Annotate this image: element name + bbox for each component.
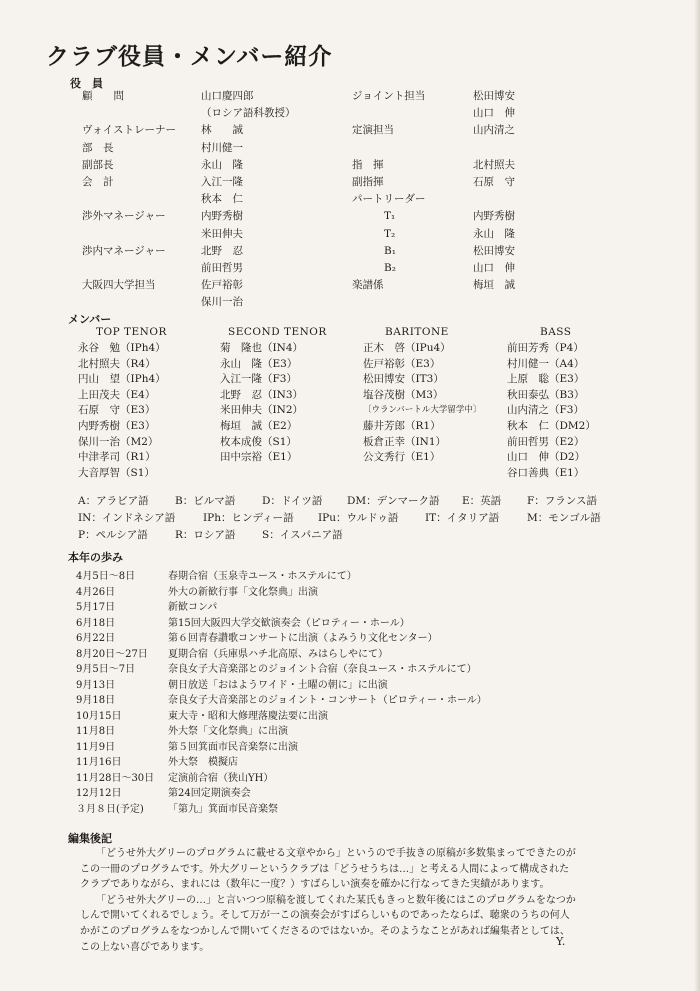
history-event: 定演前合宿（狭山YH） xyxy=(168,772,274,784)
officer-name: 前田哲男 xyxy=(201,262,243,274)
member-name: 石原 守（E3） xyxy=(78,404,156,417)
language-abbrev: R：ロシア語 xyxy=(175,529,236,541)
member-name: 大音厚智（S1） xyxy=(78,466,155,479)
language-abbrev: IPu：ウルドゥ語 xyxy=(318,512,399,524)
member-name: 板倉正幸（IN1） xyxy=(363,435,447,448)
member-name: 保川一治（M2） xyxy=(78,435,159,448)
language-abbrev: IPh：ヒンディー語 xyxy=(203,512,294,524)
history-date: 11月28日～30日 xyxy=(76,772,155,784)
member-name: 藤井芳郎（R1） xyxy=(363,420,441,432)
member-name: 北野 忍（IN3） xyxy=(220,388,304,401)
member-name: 菊 隆也（IN4） xyxy=(220,342,304,354)
history-date: 11月8日 xyxy=(76,726,116,737)
member-name: 上原 聡（E3） xyxy=(507,373,585,386)
member-name: 永山 隆（E3） xyxy=(220,357,298,370)
member-name: 梅垣 誠（E2） xyxy=(220,420,298,432)
language-abbrev: F：フランス語 xyxy=(527,495,597,507)
officer-name: 永山 隆 xyxy=(473,227,515,240)
member-name: 松田博安（IT3） xyxy=(363,373,444,386)
member-name: 入江一隆（F3） xyxy=(220,373,297,386)
history-date: 5月17日 xyxy=(76,602,116,613)
afterword-line: この一冊のプログラムです。外大グリーというクラブは「どうせうちは…」と考える人間によって構成された xyxy=(80,863,570,875)
member-name: 円山 望（IPh4） xyxy=(78,373,166,386)
page-title: クラブ役員・メンバー紹介 xyxy=(46,44,333,70)
history-date: 9月13日 xyxy=(76,679,116,691)
history-heading: 本年の歩み xyxy=(68,551,123,564)
page-edge-shadow xyxy=(694,0,700,991)
history-event: 奈良女子大音楽部とのジョイント・コンサート（ピロティー・ホール） xyxy=(168,695,487,706)
history-date: 6月22日 xyxy=(76,633,116,644)
history-event: 東大寺・昭和大修理落慶法要に出演 xyxy=(168,710,328,722)
history-event: 外大祭 模擬店 xyxy=(168,757,238,768)
officer-role: ヴォイストレーナー xyxy=(82,124,176,137)
language-abbrev: D：ドイツ語 xyxy=(262,495,323,507)
language-abbrev: IN：インドネシア語 xyxy=(78,512,176,524)
officer-name: 村川健一 xyxy=(201,141,243,154)
officer-role: 部 長 xyxy=(82,141,114,154)
member-column-header: BARITONE xyxy=(385,326,449,338)
history-event: 第５回箕面市民音楽祭に出演 xyxy=(168,741,298,753)
history-date: 4月26日 xyxy=(76,586,116,598)
members-heading: メンバー xyxy=(68,313,112,326)
language-abbrev: S：イスパニア語 xyxy=(262,529,343,541)
member-name: 上田茂夫（E4） xyxy=(78,388,156,401)
member-column-header: SECOND TENOR xyxy=(228,326,327,338)
officer-role: 会 計 xyxy=(82,176,114,188)
officer-name: 佐戸裕彰 xyxy=(201,279,243,292)
history-event: 奈良女子大音楽部とのジョイント合宿（奈良ユース・ホステルにて） xyxy=(168,664,477,675)
officer-name: 石原 守 xyxy=(473,176,515,188)
language-abbrev: IT：イタリア語 xyxy=(425,512,500,524)
language-abbrev: M：モンゴル語 xyxy=(527,512,601,524)
officer-name: 内野秀樹 xyxy=(473,210,515,223)
officers-heading: 役 員 xyxy=(70,77,103,90)
member-name: 北村照夫（R4） xyxy=(78,357,156,370)
officer-name: 梅垣 誠 xyxy=(473,279,515,292)
officer-role: 副指揮 xyxy=(352,176,384,188)
officer-role: 楽譜係 xyxy=(352,279,384,292)
officer-name: 山口 伸 xyxy=(473,262,515,274)
history-event: 新歓コンパ xyxy=(168,602,218,613)
officer-name: 林 誠 xyxy=(201,124,243,137)
afterword-line: この上ない喜びであります。 xyxy=(80,941,210,953)
officer-role: T₂ xyxy=(384,227,396,240)
history-date: 12月12日 xyxy=(76,788,122,799)
member-name: 枚本成俊（S1） xyxy=(220,435,297,448)
officer-role: T₁ xyxy=(384,210,396,223)
member-name: 〔ウランバートル大学留学中〕 xyxy=(363,405,482,416)
officer-role: 渉内マネージャー xyxy=(82,244,166,257)
history-event: 春期合宿（玉泉寺ユース・ホステルにて） xyxy=(168,571,357,582)
officer-name: 北村照夫 xyxy=(473,158,515,171)
member-name: 塩谷茂樹（M3） xyxy=(363,388,444,401)
afterword-line: 「どうせ外大グリーの…」と言いつつ原稿を渡してくれた某氏もきっと数年後にはこのプログラムをなつか xyxy=(96,894,576,906)
officer-role: 定演担当 xyxy=(352,124,394,137)
language-abbrev: P：ペルシア語 xyxy=(78,529,148,541)
member-column-header: TOP TENOR xyxy=(96,326,167,338)
officer-role: B₂ xyxy=(384,262,396,274)
officer-role: 大阪四大学担当 xyxy=(82,279,156,292)
officer-role: ジョイント担当 xyxy=(352,90,426,102)
member-name: 永谷 勉（IPh4） xyxy=(78,342,166,354)
officer-role: B₁ xyxy=(384,244,396,257)
officer-role: パートリーダー xyxy=(352,193,426,206)
afterword-signature: Y. xyxy=(556,935,566,948)
member-column-header: BASS xyxy=(540,326,572,338)
language-abbrev: E：英語 xyxy=(462,495,502,507)
history-date: 6月18日 xyxy=(76,617,116,629)
member-name: 佐戸裕彰（E3） xyxy=(363,357,441,370)
afterword-line: かがこのプログラムをなつかしんで開いてくださるのではないか。そのようなことがあれば編集者としては、 xyxy=(80,926,570,937)
officer-name: 山口慶四郎 xyxy=(201,90,254,102)
history-event: 第15回大阪四大学交歓演奏会（ピロティー・ホール） xyxy=(168,617,410,629)
officer-name: 秋本 仁 xyxy=(201,193,243,206)
member-name: 山内清之（F3） xyxy=(507,404,584,417)
history-event: 外大祭「文化祭典」に出演 xyxy=(168,726,288,737)
history-date: 9月5日～7日 xyxy=(76,664,136,675)
member-name: 公文秀行（E1） xyxy=(363,451,441,464)
member-name: 谷口善典（E1） xyxy=(507,466,585,479)
member-name: 中津孝司（R1） xyxy=(78,451,156,464)
history-event: 「第九」箕面市民音楽祭 xyxy=(168,803,278,815)
history-date: 11月16日 xyxy=(76,757,122,768)
officer-role: 指 揮 xyxy=(352,158,384,171)
officer-name: 保川一治 xyxy=(201,296,243,309)
history-date: ３月８日(予定) xyxy=(76,803,144,815)
language-abbrev: A：アラビア語 xyxy=(78,495,149,507)
member-name: 田中宗裕（E1） xyxy=(220,451,298,464)
officer-name: 山口 伸 xyxy=(473,107,515,120)
member-name: 山口 伸（D2） xyxy=(507,451,586,464)
history-event: 第24回定期演奏会 xyxy=(168,788,251,799)
afterword-line: クラブでありながら、まれには（数年に一度？）すばらしい演奏を確かに行なってきた実績があります。 xyxy=(80,879,550,891)
officer-name: 永山 隆 xyxy=(201,158,243,171)
officer-name: （ロシア語科教授） xyxy=(201,107,296,120)
member-name: 正木 啓（IPu4） xyxy=(363,342,451,354)
history-date: 10月15日 xyxy=(76,710,122,722)
afterword-line: 「どうせ外大グリーのプログラムに載せる文章やから」というので手抜きの原稿が多数集まってできたのが xyxy=(96,848,576,859)
history-date: 8月20日～27日 xyxy=(76,648,148,660)
member-name: 前田哲男（E2） xyxy=(507,435,585,448)
history-event: 第６回青春讃歌コンサートに出演（よみうり文化センター） xyxy=(168,633,438,644)
officer-name: 内野秀樹 xyxy=(201,210,243,223)
officer-role: 副部長 xyxy=(82,158,114,171)
member-name: 内野秀樹（E3） xyxy=(78,420,156,432)
officer-name: 松田博安 xyxy=(473,244,515,257)
officer-name: 松田博安 xyxy=(473,90,515,102)
officer-role: 顧 問 xyxy=(82,90,124,102)
history-date: 4月5日～8日 xyxy=(76,571,136,582)
officer-name: 米田伸夫 xyxy=(201,227,243,240)
history-event: 外大の新歓行事「文化祭典」出演 xyxy=(168,586,318,598)
language-abbrev: DM：デンマーク語 xyxy=(347,495,440,507)
member-name: 米田伸夫（IN2） xyxy=(220,404,304,417)
member-name: 前田芳秀（P4） xyxy=(507,342,584,354)
history-date: 11月9日 xyxy=(76,741,116,753)
afterword-line: しんで開いてくれるでしょう。そして万が一この演奏会がすばらしいものであったならば、聴衆のうちの何人 xyxy=(80,910,570,922)
history-date: 9月18日 xyxy=(76,695,116,706)
member-name: 村川健一（A4） xyxy=(507,357,585,370)
language-abbrev: B：ビルマ語 xyxy=(175,495,236,507)
afterword-heading: 編集後記 xyxy=(68,832,112,845)
member-name: 秋田泰弘（B3） xyxy=(507,388,585,401)
history-event: 朝日放送「おはようワイド・土曜の朝に」に出演 xyxy=(168,679,388,691)
officer-name: 山内清之 xyxy=(473,124,515,137)
officer-name: 北野 忍 xyxy=(201,244,243,257)
member-name: 秋本 仁（DM2） xyxy=(507,420,596,432)
history-event: 夏期合宿（兵庫県ハチ北高原、みはらしやにて） xyxy=(168,648,388,660)
officer-name: 入江一隆 xyxy=(201,176,243,188)
officer-role: 渉外マネージャー xyxy=(82,210,166,223)
